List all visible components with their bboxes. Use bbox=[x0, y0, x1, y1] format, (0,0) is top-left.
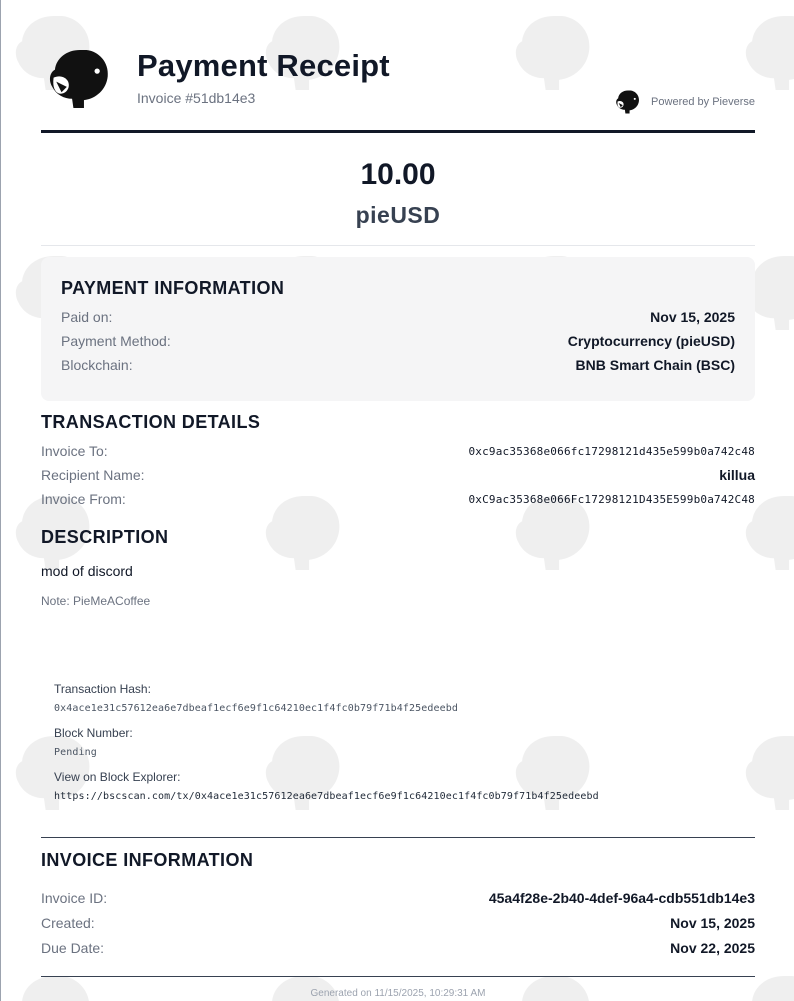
row-label: Payment Method: bbox=[61, 333, 171, 349]
payment-method-row bbox=[61, 329, 735, 353]
receipt-header bbox=[41, 44, 755, 112]
blockchain-row bbox=[61, 353, 735, 377]
description-title: DESCRIPTION bbox=[41, 527, 169, 547]
recipient-name-value: killua bbox=[719, 467, 755, 483]
row-label: Created: bbox=[41, 914, 95, 931]
due-date-row bbox=[41, 935, 755, 960]
invoice-from-address[interactable]: 0xC9ac35368e066Fc17298121D435E599b0a742C48 bbox=[468, 492, 755, 506]
due-date-value: Nov 22, 2025 bbox=[670, 939, 755, 956]
tx-hash-label: Transaction Hash: bbox=[54, 682, 151, 696]
invoice-to-address[interactable]: 0xc9ac35368e066fc17298121d435e599b0a742c48 bbox=[468, 444, 755, 458]
payment-information-title: PAYMENT INFORMATION bbox=[61, 278, 285, 298]
description-text: mod of discord bbox=[41, 563, 133, 579]
footer-divider bbox=[41, 976, 755, 977]
recipient-name-row bbox=[41, 463, 755, 487]
explorer-link[interactable]: https://bscscan.com/tx/0x4ace1e31c57612ea6e7dbeaf1ecf6e9f1c64210ec1f4fc0b79f71b4f25edeebd bbox=[54, 791, 599, 802]
pieverse-small-icon bbox=[615, 89, 641, 115]
row-label: Blockchain: bbox=[61, 357, 133, 373]
payment-method-value: Cryptocurrency (pieUSD) bbox=[567, 333, 735, 349]
row-label: Invoice To: bbox=[41, 443, 108, 459]
blockchain-info bbox=[54, 681, 754, 813]
transaction-details-title: TRANSACTION DETAILS bbox=[41, 412, 261, 432]
block-number-value: Pending bbox=[54, 747, 97, 758]
powered-by-text: Powered by Pieverse bbox=[651, 96, 755, 108]
invoice-number: Invoice #51db14e3 bbox=[137, 90, 256, 106]
invoice-from-row bbox=[41, 487, 755, 511]
powered-by[interactable] bbox=[615, 88, 755, 116]
invoice-information-title: INVOICE INFORMATION bbox=[41, 850, 254, 870]
invoice-id-value: 45a4f28e-2b40-4def-96a4-cdb551db14e3 bbox=[488, 889, 755, 906]
header-divider bbox=[41, 130, 755, 133]
row-label: Recipient Name: bbox=[41, 467, 145, 483]
amount-currency: pieUSD bbox=[355, 202, 441, 228]
created-row bbox=[41, 910, 755, 935]
block-number-label: Block Number: bbox=[54, 726, 133, 740]
invoice-to-row bbox=[41, 439, 755, 463]
tx-hash-value[interactable]: 0x4ace1e31c57612ea6e7dbeaf1ecf6e9f1c64210ec1f4fc0b79f71b4f25edeebd bbox=[54, 703, 458, 714]
paid-on-value: Nov 15, 2025 bbox=[650, 309, 735, 325]
paid-on-row bbox=[61, 305, 735, 329]
pieverse-elephant-icon bbox=[47, 46, 113, 112]
amount-value: 10.00 bbox=[360, 158, 436, 191]
invoice-info-divider bbox=[41, 837, 755, 838]
invoice-information-section bbox=[41, 850, 755, 960]
row-label: Paid on: bbox=[61, 309, 113, 325]
page-title: Payment Receipt bbox=[137, 48, 390, 83]
transaction-details-section bbox=[41, 412, 755, 511]
explorer-label: View on Block Explorer: bbox=[54, 770, 181, 784]
description-section bbox=[41, 527, 755, 608]
row-label: Invoice From: bbox=[41, 491, 126, 507]
generated-timestamp: Generated on 11/15/2025, 10:29:31 AM bbox=[310, 988, 486, 999]
invoice-id-row bbox=[41, 885, 755, 910]
amount-block bbox=[41, 156, 755, 230]
payment-information-card bbox=[41, 257, 755, 401]
row-label: Due Date: bbox=[41, 939, 105, 956]
amount-divider bbox=[41, 245, 755, 246]
description-note: Note: PieMeACoffee bbox=[41, 594, 151, 608]
created-value: Nov 15, 2025 bbox=[670, 914, 755, 931]
row-label: Invoice ID: bbox=[41, 889, 108, 906]
blockchain-value: BNB Smart Chain (BSC) bbox=[575, 357, 735, 373]
